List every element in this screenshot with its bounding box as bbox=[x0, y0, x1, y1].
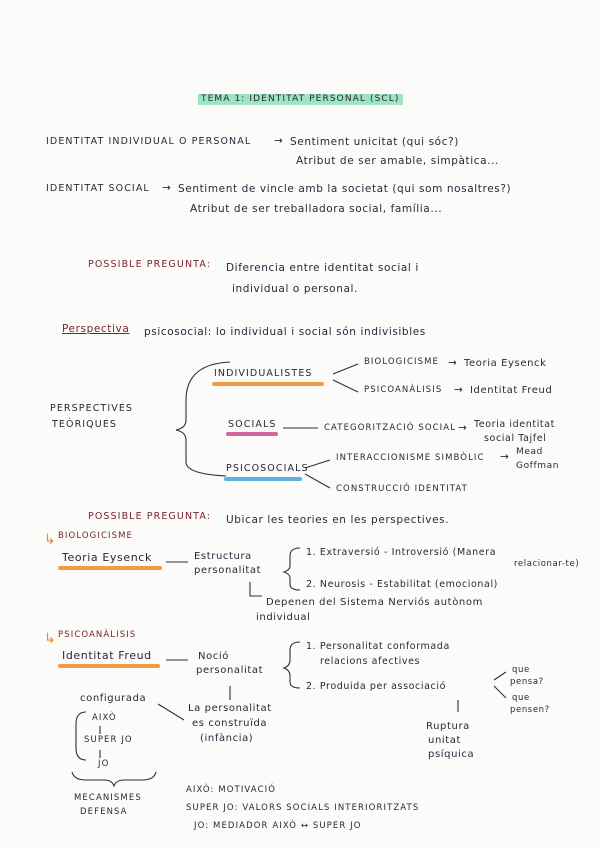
tajfel-line1: Teoria identitat bbox=[474, 419, 556, 430]
nocio-line2: personalitat bbox=[196, 665, 264, 676]
que-line2: pensa? bbox=[510, 677, 544, 687]
identitat-individual-line2: Atribut de ser amable, simpàtica... bbox=[296, 155, 499, 167]
pregunta1-label: POSSIBLE PREGUNTA: bbox=[88, 259, 212, 270]
arrow-glyph: → bbox=[162, 182, 172, 194]
freud-item1-line2: relacions afectives bbox=[320, 656, 421, 667]
categoritzacio-item: CATEGORITZACIÓ SOCIAL bbox=[324, 423, 457, 433]
que-line1: que bbox=[512, 665, 530, 675]
mecanismes-line2: DEFENSA bbox=[80, 807, 128, 817]
eysenck-item1: 1. Extraversió - Introversió (Manera bbox=[306, 547, 497, 558]
pregunta1-line2: individual o personal. bbox=[232, 283, 358, 295]
tajfel-line2: social Tajfel bbox=[484, 433, 547, 444]
configurada-label: configurada bbox=[80, 693, 147, 704]
freud-item1-line1: 1. Personalitat conformada bbox=[306, 641, 450, 652]
arrow-glyph: → bbox=[454, 384, 464, 396]
aixo-label: AIXÒ bbox=[92, 713, 117, 723]
eysenck-heading: BIOLOGICISME bbox=[58, 531, 133, 541]
que-line3: que bbox=[512, 693, 530, 703]
arrow-glyph: → bbox=[274, 135, 284, 147]
freud-item2: 2. Produida per associació bbox=[306, 681, 447, 692]
identitat-social-label: IDENTITAT SOCIAL bbox=[46, 183, 150, 194]
blue-underline bbox=[224, 477, 302, 481]
estructura-line1: Estructura bbox=[194, 551, 252, 562]
ruptura-line1: Ruptura bbox=[426, 721, 470, 732]
super-jo-label: SUPER JO bbox=[84, 735, 133, 745]
psicoanalisis-item: PSICOANÀLISIS bbox=[364, 385, 443, 395]
jo-label: JO bbox=[98, 759, 110, 769]
eysenck-item2: 2. Neurosis - Estabilitat (emocional) bbox=[306, 579, 498, 590]
hook-arrow-icon: ↳ bbox=[44, 631, 57, 647]
interaccionisme-item: INTERACCIONISME SIMBÒLIC bbox=[336, 453, 485, 463]
perspectiva-label: Perspectiva bbox=[62, 323, 130, 335]
defensa-aixo: AIXÒ: MOTIVACIÓ bbox=[186, 785, 276, 795]
freud-name: Identitat Freud bbox=[62, 649, 152, 662]
biologicisme-item: BIOLOGICISME bbox=[364, 357, 439, 367]
mead-item: Mead bbox=[516, 447, 543, 457]
identitat-individual-line1: Sentiment unicitat (qui sóc?) bbox=[290, 136, 459, 148]
pregunta2-text: Ubicar les teories en les perspectives. bbox=[226, 514, 450, 526]
freud-item: Identitat Freud bbox=[470, 385, 553, 396]
personalitat-line2: es construïda bbox=[192, 718, 268, 729]
personalitat-line3: (infància) bbox=[200, 733, 254, 744]
nocio-line1: Noció bbox=[198, 651, 229, 662]
perspectives-label-2: TEÒRIQUES bbox=[52, 419, 118, 430]
defensa-super-jo: SUPER JO: VALORS SOCIALS INTERIORITZATS bbox=[186, 803, 420, 813]
ruptura-line3: psíquica bbox=[428, 749, 475, 760]
pregunta2-label: POSSIBLE PREGUNTA: bbox=[88, 511, 212, 522]
eysenck-item1b: relacionar-te) bbox=[514, 559, 580, 569]
eysenck-item: Teoria Eysenck bbox=[464, 358, 547, 369]
personalitat-line1: La personalitat bbox=[188, 703, 272, 714]
hook-arrow-icon: ↳ bbox=[44, 532, 57, 548]
defensa-jo: JO: MEDIADOR AIXÒ ↔ SUPER JO bbox=[194, 821, 362, 831]
identitat-social-line2: Atribut de ser treballadora social, família... bbox=[190, 203, 443, 215]
arrow-glyph: → bbox=[500, 451, 510, 463]
perspectiva-text: psicosocial: lo individual i social són indivisibles bbox=[144, 326, 426, 338]
arrow-glyph: → bbox=[458, 422, 468, 434]
freud-heading: PSICOANÀLISIS bbox=[58, 630, 137, 640]
psicosocials-label: PSICOSOCIALS bbox=[226, 463, 309, 474]
individualistes-label: INDIVIDUALISTES bbox=[214, 368, 313, 379]
orange-underline bbox=[212, 382, 324, 386]
identitat-social-line1: Sentiment de vincle amb la societat (qui som nosaltres?) bbox=[178, 183, 512, 195]
ruptura-line2: unitat bbox=[428, 735, 462, 746]
que-line4: pensen? bbox=[510, 705, 550, 715]
orange-underline bbox=[58, 566, 162, 570]
goffman-item: Goffman bbox=[516, 461, 560, 471]
identitat-individual-label: IDENTITAT INDIVIDUAL O PERSONAL bbox=[46, 136, 252, 147]
depenen-line1: Depenen del Sistema Nerviós autònom bbox=[266, 597, 483, 608]
eysenck-name: Teoria Eysenck bbox=[62, 551, 152, 564]
estructura-line2: personalitat bbox=[194, 565, 262, 576]
socials-label: SOCIALS bbox=[228, 419, 277, 430]
arrow-glyph: → bbox=[448, 357, 458, 369]
orange-underline bbox=[58, 664, 160, 668]
construccio-item: CONSTRUCCIÓ IDENTITAT bbox=[336, 484, 468, 494]
depenen-line2: individual bbox=[256, 612, 311, 623]
pink-underline bbox=[226, 432, 278, 436]
pregunta1-line1: Diferencia entre identitat social i bbox=[226, 262, 419, 274]
mecanismes-line1: MECANISMES bbox=[74, 793, 142, 803]
page-title: TEMA 1: IDENTITAT PERSONAL (SCL) bbox=[198, 94, 403, 105]
perspectives-label: PERSPECTIVES bbox=[50, 403, 134, 414]
